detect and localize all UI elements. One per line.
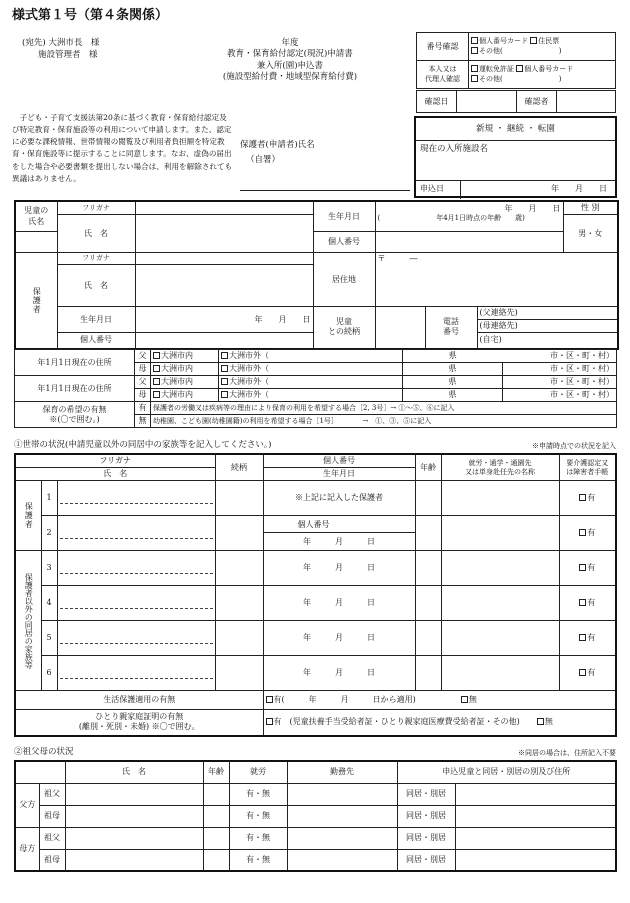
household-header-relation: 続柄 xyxy=(215,454,263,481)
out-city-checkbox[interactable] xyxy=(221,352,228,359)
grandparent-living-field[interactable]: 同居・別居 xyxy=(397,783,455,805)
grandparent-age-field[interactable] xyxy=(203,783,229,805)
hoiku-wish-yes[interactable]: 有 xyxy=(135,402,151,415)
in-city-checkbox[interactable] xyxy=(153,391,160,398)
grandparent-address-field[interactable] xyxy=(455,827,616,849)
application-date-label: 申込日 xyxy=(420,184,444,193)
guardian-birth-label: 生年月日 xyxy=(57,307,135,333)
household-work-field[interactable] xyxy=(441,586,559,621)
household-furigana-field[interactable] xyxy=(60,527,213,539)
household-work-field[interactable] xyxy=(441,481,559,516)
guardian-relation-label: 児童 との続柄 xyxy=(313,307,375,349)
household-birth-field[interactable]: 年 月 日 xyxy=(263,656,415,691)
care-checkbox[interactable] xyxy=(579,564,586,571)
grandparent-living-field[interactable]: 同居・別居 xyxy=(397,805,455,827)
household-guardian-note: ※上記に記入した保護者 xyxy=(263,481,415,516)
out-city-label: 大洲市外（ xyxy=(229,351,269,360)
prefecture-label: 県 xyxy=(403,350,503,363)
household-age-field[interactable] xyxy=(415,656,441,691)
staff-check-table xyxy=(416,32,616,89)
number-check-label: 番号確認 xyxy=(417,33,469,61)
child-birth-label: 生年月日 xyxy=(313,201,375,232)
application-box xyxy=(414,116,617,198)
grandparent-employer-field[interactable] xyxy=(287,805,397,827)
household-age-field[interactable] xyxy=(415,516,441,551)
child-furigana-label: フリガナ xyxy=(57,201,135,215)
household-age-field[interactable] xyxy=(415,551,441,586)
household-header-id: 個人番号 xyxy=(263,454,415,468)
addressee-line1: (宛先) 大洲市長 様 xyxy=(22,38,100,48)
phone-father[interactable]: (父連絡先) xyxy=(477,307,618,320)
grandpa-label: 祖父 xyxy=(39,783,65,805)
section2-note: ※同居の場合は、住所記入不要 xyxy=(518,749,616,757)
grandparents-header-address: 申込児童と同居・別居の別及び住所 xyxy=(397,761,616,783)
household-others-group: 保護者以外の同居の家族等 xyxy=(24,572,34,669)
guardian-phone-label: 電話 番号 xyxy=(425,307,477,349)
city-label: 市・区・町・村） xyxy=(503,350,617,363)
in-city-label: 大洲市内 xyxy=(161,364,193,373)
household-work-field[interactable] xyxy=(441,551,559,586)
grandparent-row xyxy=(15,783,616,805)
household-header-age: 年齢 xyxy=(415,454,441,481)
child-row-label: 児童の 氏名 xyxy=(15,201,57,232)
parent-label: 父 xyxy=(135,350,151,363)
grandparent-age-field[interactable] xyxy=(203,827,229,849)
grandparent-row xyxy=(15,805,616,827)
care-label: 有 xyxy=(587,668,596,677)
in-city-checkbox[interactable] xyxy=(153,365,160,372)
household-relation-field[interactable] xyxy=(215,586,263,621)
child-id-label: 個人番号 xyxy=(313,232,375,253)
doc-title-type: (施設型給付費・地域型保育給付費) xyxy=(222,72,358,83)
guardian-sign-line[interactable] xyxy=(240,190,410,191)
household-row-number: 2 xyxy=(41,516,57,551)
household-row-number: 1 xyxy=(41,481,57,516)
resident-card-label: 住民票 xyxy=(538,36,560,45)
guardian-relation-field[interactable] xyxy=(375,307,425,349)
check-date-label: 確認日 xyxy=(417,91,457,113)
welfare-no-checkbox[interactable] xyxy=(461,696,468,703)
care-label: 有 xyxy=(587,493,596,502)
child-guardian-table xyxy=(14,200,619,350)
grandparents-header-work: 就労 xyxy=(229,761,287,783)
care-label: 有 xyxy=(587,528,596,537)
grandparent-age-field[interactable] xyxy=(203,805,229,827)
guardian-address-label: 居住地 xyxy=(313,253,375,307)
grandparent-employer-field[interactable] xyxy=(287,783,397,805)
care-label: 有 xyxy=(587,598,596,607)
parent-label: 父 xyxy=(135,376,151,389)
section1-title: ①世帯の状況(申請児童以外の同居中の家族等を記入してください。) xyxy=(14,440,272,450)
household-furigana-field[interactable] xyxy=(60,667,213,679)
identity-check-label: 本人又は 代理人確認 xyxy=(417,61,469,89)
checker-label: 確認者 xyxy=(517,91,557,113)
out-city-label: 大洲市外（ xyxy=(229,377,269,386)
household-row-number: 3 xyxy=(41,551,57,586)
guardian-birth-value[interactable]: 年 月 日 xyxy=(135,307,313,333)
household-relation-field[interactable] xyxy=(215,516,263,551)
grandparents-header-employer: 勤務先 xyxy=(287,761,397,783)
child-name-label: 氏 名 xyxy=(57,215,135,253)
consent-text: 子ども・子育て支援法第20条に基づく教育・保育給付認定及び特定教育・保育施設等の利用について申請します。また、認定に必要な課税情報、世帯情報の閲覧及び利用者負担額を特定教育・保育施設等に提示することに同意します。なお、虚偽の届出をした場合や必要書類を提出しない場合は、利用を解除されても異議はありません。 xyxy=(12,113,233,183)
parent-label: 母 xyxy=(135,389,151,402)
welfare-yes-label: 有( 年 月 日から適用) xyxy=(273,695,416,704)
in-city-label: 大洲市内 xyxy=(161,351,193,360)
household-row-number: 6 xyxy=(41,656,57,691)
household-birth-field[interactable]: 年 月 日 xyxy=(263,551,415,586)
father-side-label: 父方 xyxy=(15,783,39,827)
household-furigana-field[interactable] xyxy=(60,597,213,609)
household-age-field[interactable] xyxy=(415,621,441,656)
resident-card-checkbox[interactable] xyxy=(530,37,537,44)
guardian-address-field[interactable] xyxy=(375,253,618,307)
household-row xyxy=(15,586,616,621)
household-guardian-group: 保護者 xyxy=(24,502,34,529)
household-row-number: 4 xyxy=(41,586,57,621)
single-parent-no-checkbox[interactable] xyxy=(537,718,544,725)
license-checkbox[interactable] xyxy=(471,65,478,72)
household-relation-field[interactable] xyxy=(215,481,263,516)
in-city-checkbox[interactable] xyxy=(153,352,160,359)
guardian-furigana-field[interactable] xyxy=(135,253,313,265)
number-card-checkbox[interactable] xyxy=(471,37,478,44)
out-city-label: 大洲市外（ xyxy=(229,364,269,373)
current-facility-label: 現在の入所施設名 xyxy=(420,144,489,154)
mother-side-label: 母方 xyxy=(15,827,39,871)
out-city-checkbox[interactable] xyxy=(221,378,228,385)
guardian-id-field[interactable] xyxy=(135,333,313,349)
household-header-work: 就労・通学・通園先 又は単身赴任先の名称 xyxy=(441,454,559,481)
prefecture-label: 県 xyxy=(403,376,503,389)
household-birth-field[interactable]: 年 月 日 xyxy=(303,536,376,546)
household-row xyxy=(15,481,616,516)
document-title xyxy=(190,38,390,84)
household-work-field[interactable] xyxy=(441,516,559,551)
household-header-care: 要介護認定又 は障害者手帳 xyxy=(559,454,616,481)
single-parent-label: ひとり親家庭証明の有無 (離別・死別・未婚) ※〇で囲む。 xyxy=(15,710,263,736)
guardian-name-field[interactable] xyxy=(135,265,313,307)
grandparent-work-field[interactable]: 有・無 xyxy=(229,827,287,849)
grandparent-work-field[interactable]: 有・無 xyxy=(229,849,287,871)
grandparent-employer-field[interactable] xyxy=(287,849,397,871)
checker-field[interactable] xyxy=(557,91,616,113)
residence-table xyxy=(14,349,617,428)
grandparent-living-field[interactable]: 同居・別居 xyxy=(397,849,455,871)
household-header-name: 氏 名 xyxy=(15,468,215,481)
child-sex-value[interactable]: 男・女 xyxy=(563,215,618,253)
household-age-field[interactable] xyxy=(415,586,441,621)
grandparent-address-field[interactable] xyxy=(455,783,616,805)
household-row-number: 5 xyxy=(41,621,57,656)
guardian-id-label: 個人番号 xyxy=(57,333,135,349)
single-parent-no-label: 無 xyxy=(544,717,553,727)
household-furigana-field[interactable] xyxy=(60,562,213,574)
grandparent-row xyxy=(15,849,616,871)
hoiku-wish-no[interactable]: 無 xyxy=(135,415,151,428)
section2-title: ②祖父母の状況 xyxy=(14,747,74,757)
grandparent-name-field[interactable] xyxy=(65,783,203,805)
doc-title-sub: 兼入所(園)申込書 xyxy=(256,60,324,71)
guardian-name-label: 氏 名 xyxy=(57,265,135,307)
grandparent-work-field[interactable]: 有・無 xyxy=(229,805,287,827)
household-row xyxy=(15,516,616,551)
check-date-field[interactable] xyxy=(457,91,517,113)
child-name-field[interactable] xyxy=(135,215,313,253)
welfare-yes-checkbox[interactable] xyxy=(266,696,273,703)
grandparent-work-field[interactable]: 有・無 xyxy=(229,783,287,805)
grandparent-address-field[interactable] xyxy=(455,849,616,871)
household-work-field[interactable] xyxy=(441,621,559,656)
household-header-birth: 生年月日 xyxy=(263,468,415,481)
city-label: 市・区・町・村） xyxy=(503,376,617,389)
hoiku-wish-label: 保育の希望の有無 ※(〇で囲む。) xyxy=(15,402,135,428)
care-checkbox[interactable] xyxy=(579,529,586,536)
child-id-field[interactable] xyxy=(375,232,563,253)
single-parent-yes-checkbox[interactable] xyxy=(266,718,273,725)
residence-row xyxy=(15,376,617,389)
care-checkbox[interactable] xyxy=(579,634,586,641)
grandparents-header-name: 氏 名 xyxy=(65,761,203,783)
grandparents-header-age: 年齢 xyxy=(203,761,229,783)
guardian-sign-label: 保護者(申請者)氏名 xyxy=(240,140,315,150)
grandparent-name-field[interactable] xyxy=(65,849,203,871)
care-checkbox[interactable] xyxy=(579,599,586,606)
identity-other-label: その他( ) xyxy=(479,74,562,83)
guardian-row-label: 保護者 xyxy=(32,286,42,314)
guardian-sign-sub: （自署） xyxy=(246,155,281,165)
in-city-label: 大洲市内 xyxy=(161,377,193,386)
household-row xyxy=(15,621,616,656)
grandpa-label: 祖父 xyxy=(39,827,65,849)
grandparent-name-field[interactable] xyxy=(65,805,203,827)
form-title: 様式第１号（第４条関係） xyxy=(12,8,169,23)
care-label: 有 xyxy=(587,563,596,572)
household-table xyxy=(14,453,617,737)
residence-label: 年1月1日現在の住所 xyxy=(15,350,135,376)
care-label: 有 xyxy=(587,633,596,642)
out-city-checkbox[interactable] xyxy=(221,365,228,372)
in-city-label: 大洲市内 xyxy=(161,390,193,399)
postal-code: 〒 ― xyxy=(377,254,418,263)
child-age-note: ( 年4月1日時点の年齢 歳) xyxy=(377,214,525,222)
household-relation-field[interactable] xyxy=(215,551,263,586)
household-furigana-field[interactable] xyxy=(60,492,213,504)
application-type[interactable]: 新規 ・ 継続 ・ 転園 xyxy=(416,124,615,141)
guardian-furigana-label: フリガナ xyxy=(57,253,135,265)
grandparent-living-field[interactable]: 同居・別居 xyxy=(397,827,455,849)
welfare-label: 生活保護適用の有無 xyxy=(15,691,263,710)
in-city-checkbox[interactable] xyxy=(153,378,160,385)
application-date-value[interactable]: 年 月 日 xyxy=(551,184,607,193)
care-checkbox[interactable] xyxy=(579,494,586,501)
license-label: 運転免許証 xyxy=(479,64,514,73)
grandma-label: 祖母 xyxy=(39,805,65,827)
doc-title-fiscal-year: 年度 xyxy=(281,38,299,48)
household-age-field[interactable] xyxy=(415,481,441,516)
hoiku-wish-yes-text: 保護者の労働又は疾病等の理由により保育の利用を希望する場合［2, 3号］→ ①〜⑤、⑥に記入 xyxy=(151,402,617,415)
grandparent-address-field[interactable] xyxy=(455,805,616,827)
household-relation-field[interactable] xyxy=(215,656,263,691)
check-date-table xyxy=(416,90,616,113)
prefecture-label: 県 xyxy=(403,389,503,402)
welfare-no-label: 無 xyxy=(468,695,477,704)
number-card-label: 個人番号カード xyxy=(479,36,528,45)
out-city-label: 大洲市外（ xyxy=(229,390,269,399)
household-header-furigana: フリガナ xyxy=(15,454,215,468)
prefecture-label: 県 xyxy=(403,363,503,376)
section1-note: ※申請時点での状況を記入 xyxy=(532,442,616,450)
child-furigana-field[interactable] xyxy=(135,201,313,215)
grandparents-table xyxy=(14,760,617,872)
grandparent-employer-field[interactable] xyxy=(287,827,397,849)
household-relation-field[interactable] xyxy=(215,621,263,656)
id-card-label: 個人番号カード xyxy=(524,64,574,73)
phone-home[interactable]: (自宅) xyxy=(477,333,618,349)
residence-row xyxy=(15,350,617,363)
number-other-checkbox[interactable] xyxy=(471,47,478,54)
city-label: 市・区・町・村） xyxy=(503,363,617,376)
grandparent-row xyxy=(15,827,616,849)
care-checkbox[interactable] xyxy=(579,669,586,676)
grandparent-age-field[interactable] xyxy=(203,849,229,871)
single-parent-yes-label: 有 (児童扶養手当受給者証・ひとり親家庭医療費受給者証・その他) xyxy=(273,717,520,727)
identity-other-checkbox[interactable] xyxy=(471,75,478,82)
household-row xyxy=(15,656,616,691)
household-row xyxy=(15,551,616,586)
phone-mother[interactable]: (母連絡先) xyxy=(477,320,618,333)
household-furigana-field[interactable] xyxy=(60,632,213,644)
household-id-inline-label: 個人番号 xyxy=(297,519,330,529)
residence-label: 年1月1日現在の住所 xyxy=(15,376,135,402)
grandma-label: 祖母 xyxy=(39,849,65,871)
id-card-checkbox[interactable] xyxy=(516,65,523,72)
number-other-label: その他( ) xyxy=(479,46,562,55)
household-birth-field[interactable]: 年 月 日 xyxy=(263,586,415,621)
household-work-field[interactable] xyxy=(441,656,559,691)
parent-label: 母 xyxy=(135,363,151,376)
household-birth-field[interactable]: 年 月 日 xyxy=(263,621,415,656)
doc-title-main: 教育・保育給付認定(現況)申請書 xyxy=(227,49,353,60)
hoiku-wish-no-text: 幼稚園、こども園(幼稚園籍)の利用を希望する場合［1号］ → ①、③、⑤に記入 xyxy=(151,415,617,428)
child-sex-label: 性 別 xyxy=(563,201,618,215)
city-label: 市・区・町・村） xyxy=(503,389,617,402)
child-birth-value[interactable]: 年 月 日 xyxy=(504,204,561,213)
grandparent-name-field[interactable] xyxy=(65,827,203,849)
out-city-checkbox[interactable] xyxy=(221,391,228,398)
addressee-line2: 施設管理者 様 xyxy=(38,50,98,60)
